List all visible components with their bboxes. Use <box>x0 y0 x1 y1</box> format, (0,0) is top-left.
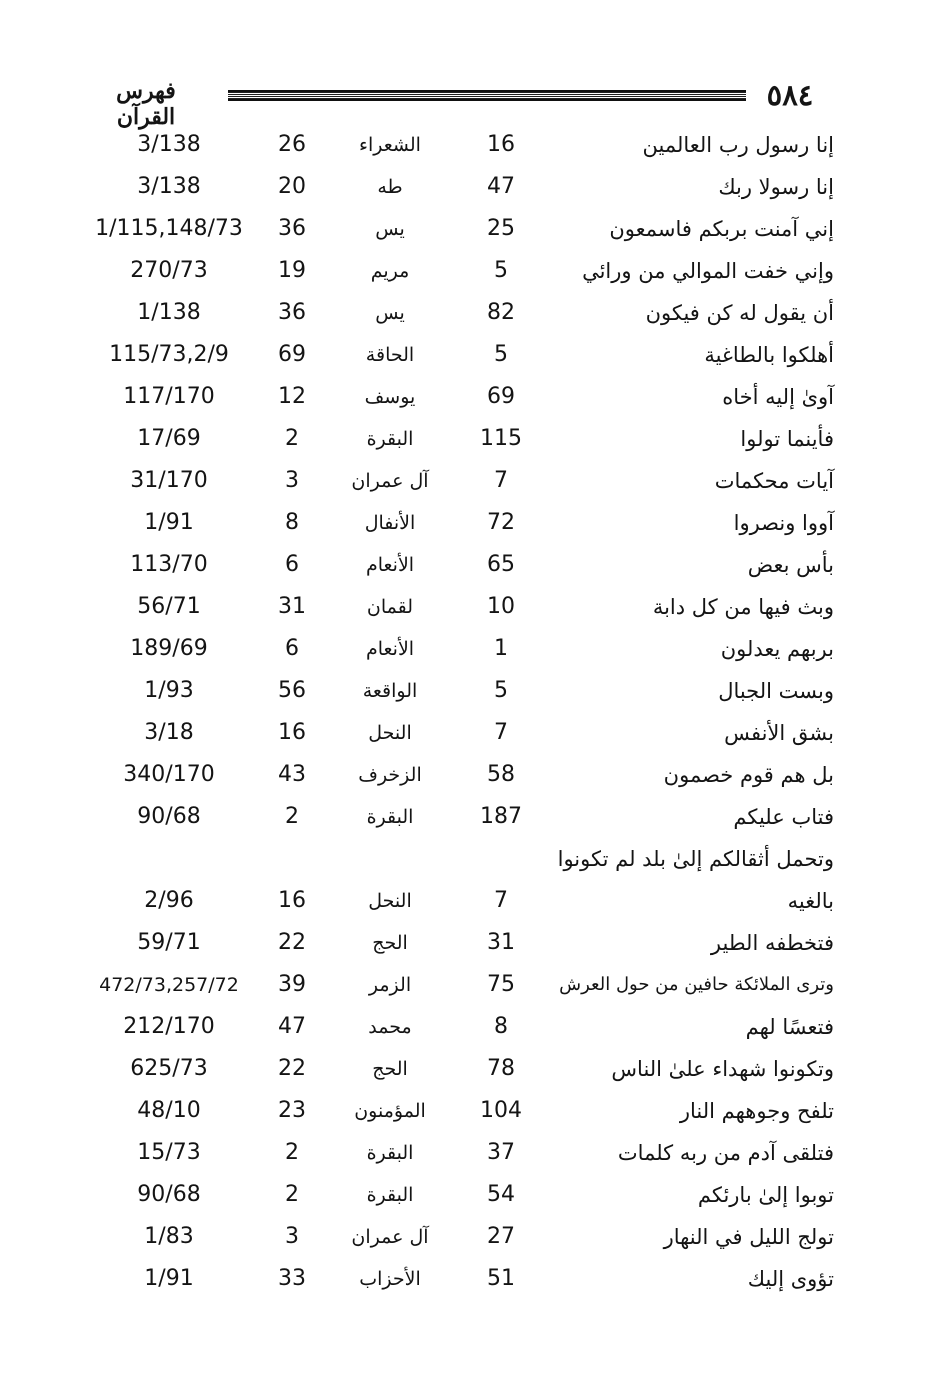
phrase-cell: تلفح وجوههم النار <box>679 1099 834 1123</box>
aya-number-cell: 75 <box>487 972 515 997</box>
aya-number-cell: 7 <box>494 720 508 745</box>
sura-number-cell: 6 <box>285 552 299 577</box>
phrase-cell: إنا رسولا ربك <box>718 175 834 199</box>
aya-number-cell: 1 <box>494 636 508 661</box>
phrase-cell: وبست الجبال <box>718 679 834 703</box>
reference-cell: 189/69 <box>130 636 208 661</box>
sura-name-cell: الزخرف <box>358 764 422 786</box>
sura-number-cell: 43 <box>278 762 306 787</box>
phrase-cell: آوىٰ إليه أخاه <box>722 385 834 409</box>
sura-name-cell: الزمر <box>368 974 412 996</box>
reference-cell: 472/73,257/72 <box>99 974 239 996</box>
table-row <box>0 630 949 668</box>
aya-number-cell: 31 <box>487 930 515 955</box>
table-row <box>0 798 949 836</box>
aya-number-cell: 37 <box>487 1140 515 1165</box>
table-row <box>0 168 949 206</box>
phrase-cell: تولج الليل في النهار <box>663 1225 834 1249</box>
sura-number-cell: 31 <box>278 594 306 619</box>
reference-cell: 3/138 <box>137 174 201 199</box>
reference-cell: 2/96 <box>144 888 194 913</box>
table-row <box>0 504 949 542</box>
aya-number-cell: 187 <box>480 804 522 829</box>
sura-number-cell: 36 <box>278 300 306 325</box>
aya-number-cell: 65 <box>487 552 515 577</box>
table-row <box>0 966 949 1004</box>
reference-cell: 1/138 <box>137 300 201 325</box>
sura-name-cell: الحج <box>372 932 408 954</box>
reference-cell: 1/93 <box>144 678 194 703</box>
phrase-cell: إني آمنت بربكم فاسمعون <box>609 217 834 241</box>
sura-name-cell: المؤمنون <box>354 1100 426 1122</box>
sura-number-cell: 2 <box>285 804 299 829</box>
phrase-cell: آووا ونصروا <box>733 511 834 535</box>
sura-number-cell: 69 <box>278 342 306 367</box>
phrase-cell: تؤوى إليك <box>747 1267 834 1291</box>
sura-name-cell: الحاقة <box>365 344 415 366</box>
phrase-cell: فتلقى آدم من ربه كلمات <box>617 1141 834 1165</box>
table-row <box>0 882 949 920</box>
sura-name-cell: يس <box>375 302 405 324</box>
aya-number-cell: 78 <box>487 1056 515 1081</box>
aya-number-cell: 8 <box>494 1014 508 1039</box>
sura-name-cell: الحج <box>372 1058 408 1080</box>
aya-number-cell: 115 <box>480 426 522 451</box>
phrase-cell: وتكونوا شهداء علىٰ الناس <box>611 1057 834 1081</box>
phrase-cell: فتعسًا لهم <box>745 1015 834 1039</box>
sura-name-cell: لقمان <box>366 596 414 618</box>
reference-cell: 1/83 <box>144 1224 194 1249</box>
reference-cell: 31/170 <box>130 468 208 493</box>
phrase-cell: أهلكوا بالطاغية <box>704 343 834 367</box>
table-row <box>0 1008 949 1046</box>
page-number: ٥٨٤ <box>766 78 814 112</box>
table-row <box>0 756 949 794</box>
phrase-cell: فتخطفه الطير <box>710 931 834 955</box>
sura-name-cell: الأنعام <box>365 638 415 660</box>
table-row <box>0 672 949 710</box>
table-row <box>0 1176 949 1214</box>
reference-cell: 56/71 <box>137 594 201 619</box>
sura-name-cell: البقرة <box>366 428 414 450</box>
sura-name-cell: مريم <box>370 260 410 282</box>
sura-name-cell: الأحزاب <box>359 1268 421 1290</box>
phrase-cell: آيات محكمات <box>714 469 834 493</box>
phrase-cell: بربهم يعدلون <box>720 637 834 661</box>
phrase-cell: وبث فيها من كل دابة <box>652 595 834 619</box>
sura-number-cell: 22 <box>278 1056 306 1081</box>
aya-number-cell: 7 <box>494 888 508 913</box>
sura-number-cell: 2 <box>285 1182 299 1207</box>
aya-number-cell: 10 <box>487 594 515 619</box>
aya-number-cell: 25 <box>487 216 515 241</box>
sura-number-cell: 8 <box>285 510 299 535</box>
sura-number-cell: 47 <box>278 1014 306 1039</box>
sura-number-cell: 23 <box>278 1098 306 1123</box>
sura-name-cell: البقرة <box>366 1184 414 1206</box>
reference-cell: 115/73,2/9 <box>109 342 229 367</box>
reference-cell: 1/91 <box>144 510 194 535</box>
reference-cell: 48/10 <box>137 1098 201 1123</box>
running-title: فهرس القرآن <box>116 78 176 130</box>
table-row <box>0 546 949 584</box>
aya-number-cell: 54 <box>487 1182 515 1207</box>
phrase-cell: وإني خفت الموالي من ورائي <box>582 259 834 283</box>
sura-name-cell: النحل <box>368 722 412 744</box>
phrase-cell: فأينما تولوا <box>740 427 834 451</box>
sura-name-cell: طه <box>377 176 403 198</box>
phrase-cell: فتاب عليكم <box>733 805 834 829</box>
reference-cell: 625/73 <box>130 1056 208 1081</box>
table-row <box>0 588 949 626</box>
reference-cell: 90/68 <box>137 804 201 829</box>
aya-number-cell: 5 <box>494 342 508 367</box>
table-row <box>0 924 949 962</box>
sura-name-cell: محمد <box>368 1016 412 1038</box>
sura-name-cell: آل عمران <box>351 1226 429 1248</box>
aya-number-cell: 72 <box>487 510 515 535</box>
sura-name-cell: النحل <box>368 890 412 912</box>
sura-name-cell: يس <box>375 218 405 240</box>
phrase-cell: وترى الملائكة حافين من حول العرش <box>559 974 834 995</box>
sura-number-cell: 19 <box>278 258 306 283</box>
sura-number-cell: 36 <box>278 216 306 241</box>
table-row <box>0 420 949 458</box>
aya-number-cell: 82 <box>487 300 515 325</box>
table-row <box>0 1260 949 1298</box>
reference-cell: 340/170 <box>123 762 215 787</box>
aya-number-cell: 5 <box>494 678 508 703</box>
table-row <box>0 378 949 416</box>
sura-name-cell: البقرة <box>366 1142 414 1164</box>
table-row <box>0 126 949 164</box>
sura-number-cell: 16 <box>278 888 306 913</box>
table-row <box>0 840 949 878</box>
phrase-cell: بأس بعض <box>747 553 834 577</box>
phrase-cell: بشق الأنفس <box>724 721 834 745</box>
sura-name-cell: آل عمران <box>351 470 429 492</box>
phrase-cell: بل هم قوم خصمون <box>663 763 834 787</box>
table-row <box>0 1218 949 1256</box>
phrase-cell: وتحمل أثقالكم إلىٰ بلد لم تكونوا <box>557 847 834 871</box>
reference-cell: 212/170 <box>123 1014 215 1039</box>
aya-number-cell: 104 <box>480 1098 522 1123</box>
sura-name-cell: يوسف <box>364 386 416 408</box>
aya-number-cell: 5 <box>494 258 508 283</box>
aya-number-cell: 27 <box>487 1224 515 1249</box>
sura-number-cell: 2 <box>285 1140 299 1165</box>
sura-number-cell: 12 <box>278 384 306 409</box>
table-row <box>0 210 949 248</box>
sura-number-cell: 39 <box>278 972 306 997</box>
sura-name-cell: الأنفال <box>364 512 416 534</box>
reference-cell: 3/138 <box>137 132 201 157</box>
sura-name-cell: الشعراء <box>359 134 421 156</box>
table-row <box>0 1050 949 1088</box>
table-row <box>0 714 949 752</box>
table-row <box>0 1092 949 1130</box>
table-row <box>0 1134 949 1172</box>
reference-cell: 270/73 <box>130 258 208 283</box>
sura-number-cell: 6 <box>285 636 299 661</box>
sura-number-cell: 22 <box>278 930 306 955</box>
aya-number-cell: 58 <box>487 762 515 787</box>
phrase-cell: بالغيه <box>787 889 834 913</box>
reference-cell: 59/71 <box>137 930 201 955</box>
reference-cell: 90/68 <box>137 1182 201 1207</box>
reference-cell: 1/115,148/73 <box>95 216 243 241</box>
table-row <box>0 462 949 500</box>
reference-cell: 113/70 <box>130 552 208 577</box>
aya-number-cell: 7 <box>494 468 508 493</box>
sura-number-cell: 56 <box>278 678 306 703</box>
sura-name-cell: الواقعة <box>362 680 418 702</box>
sura-name-cell: الأنعام <box>365 554 415 576</box>
reference-cell: 17/69 <box>137 426 201 451</box>
sura-number-cell: 33 <box>278 1266 306 1291</box>
aya-number-cell: 51 <box>487 1266 515 1291</box>
phrase-cell: توبوا إلىٰ بارئكم <box>697 1183 834 1207</box>
reference-cell: 15/73 <box>137 1140 201 1165</box>
aya-number-cell: 47 <box>487 174 515 199</box>
sura-number-cell: 20 <box>278 174 306 199</box>
sura-number-cell: 26 <box>278 132 306 157</box>
sura-number-cell: 3 <box>285 468 299 493</box>
aya-number-cell: 16 <box>487 132 515 157</box>
reference-cell: 1/91 <box>144 1266 194 1291</box>
table-row <box>0 294 949 332</box>
reference-cell: 117/170 <box>123 384 215 409</box>
reference-cell: 3/18 <box>144 720 194 745</box>
aya-number-cell: 69 <box>487 384 515 409</box>
phrase-cell: إنا رسول رب العالمين <box>642 133 834 157</box>
phrase-cell: أن يقول له كن فيكون <box>645 301 834 325</box>
table-row <box>0 252 949 290</box>
table-row <box>0 336 949 374</box>
sura-number-cell: 3 <box>285 1224 299 1249</box>
sura-name-cell: البقرة <box>366 806 414 828</box>
sura-number-cell: 2 <box>285 426 299 451</box>
sura-number-cell: 16 <box>278 720 306 745</box>
